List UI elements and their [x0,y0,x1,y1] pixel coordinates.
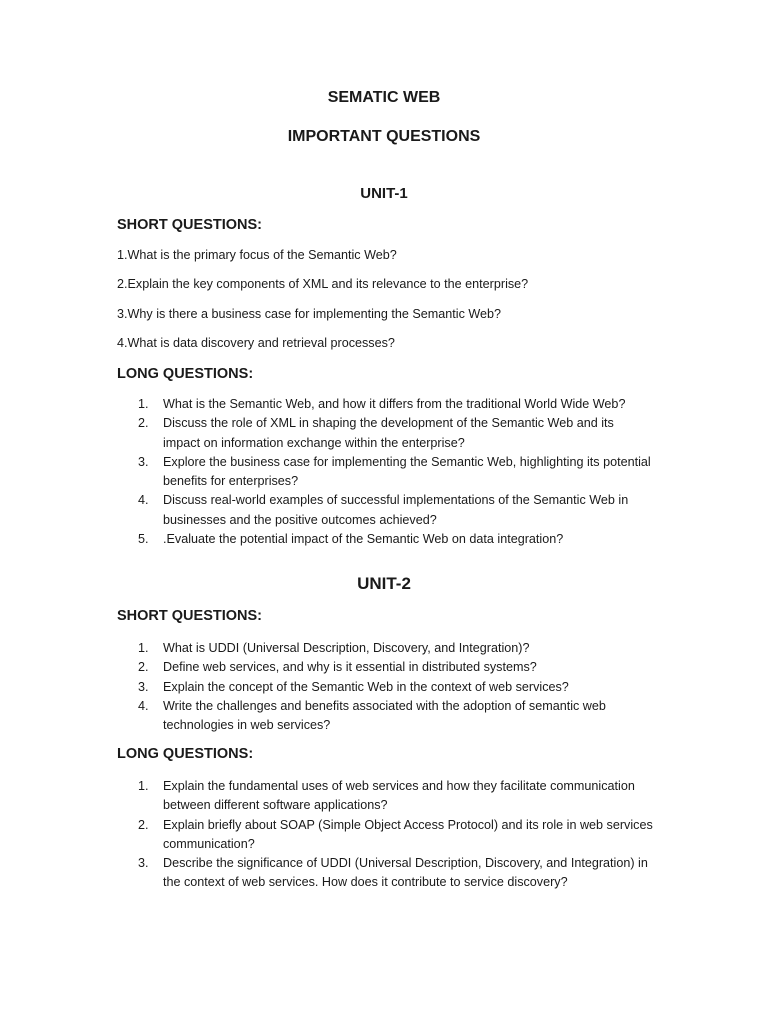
unit-2-long-questions-heading: LONG QUESTIONS: [117,746,254,762]
list-item [0,697,768,736]
list-item [0,678,768,697]
list-item-text: .Evaluate the potential impact of the Semantic Web on data integration? [163,532,564,547]
list-item-number: 1. [138,397,149,411]
list-item-number: 2. [138,660,149,675]
list-item [0,395,768,414]
list-item-text: Define web services, and why is it essential in distributed systems? [163,660,537,675]
list-item [0,854,768,893]
unit-1-long-questions-list [0,395,768,549]
list-item-text: Explain the concept of the Semantic Web in the context of web services? [163,679,569,694]
document-title: SEMATIC WEB [327,89,441,106]
list-item-number: 1. [138,779,149,793]
unit-1-short-question: 1.What is the primary focus of the Semantic Web? [117,248,397,262]
list-item-number: 4. [138,493,149,508]
unit-1-short-question: 2.Explain the key components of XML and its relevance to the enterprise? [117,277,529,291]
list-item-text: Explain the fundamental uses of web services and how they facilitate communication between different software applications? [163,779,635,813]
unit-1-short-questions-heading: SHORT QUESTIONS: [117,217,263,233]
list-item-text: What is UDDI (Universal Description, Discovery, and Integration)? [163,641,530,655]
unit-1-short-question: 3.Why is there a business case for implementing the Semantic Web? [117,307,502,321]
list-item-number: 3. [138,679,149,694]
document-subtitle: IMPORTANT QUESTIONS [287,128,481,145]
list-item [0,453,768,492]
list-item [0,414,768,453]
list-item-text: Discuss real-world examples of successful implementations of the Semantic Web in businesses and the positive outcomes achieved? [163,493,629,527]
list-item-number: 2. [138,817,149,832]
list-item-number: 1. [138,641,149,655]
list-item-number: 3. [138,454,149,469]
list-item-number: 3. [138,856,149,871]
list-item-text: Explain briefly about SOAP (Simple Object Access Protocol) and its role in web services communication? [163,817,653,851]
unit-1-heading: UNIT-1 [360,185,408,202]
list-item-number: 4. [138,698,149,713]
unit-2-short-questions-list [0,639,768,735]
unit-1-long-questions-heading: LONG QUESTIONS: [117,366,254,382]
unit-2-short-questions-heading: SHORT QUESTIONS: [117,608,263,624]
list-item [0,491,768,530]
list-item [0,816,768,855]
list-item-text: Explore the business case for implementing the Semantic Web, highlighting its potential benefits for enterprises? [163,454,651,489]
unit-1-short-question: 4.What is data discovery and retrieval processes? [117,336,395,350]
list-item-text: Discuss the role of XML in shaping the development of the Semantic Web and its impact on information exchange within the enterprise? [163,416,614,450]
list-item-text: Write the challenges and benefits associated with the adoption of semantic web technologies in web services? [163,698,606,733]
list-item [0,639,768,658]
list-item-text: Describe the significance of UDDI (Universal Description, Discovery, and Integration) in the context of web services. How does it contribute to service discovery? [163,856,648,890]
unit-2-long-questions-list [0,777,768,893]
list-item-text: What is the Semantic Web, and how it differs from the traditional World Wide Web? [163,397,626,411]
list-item [0,658,768,677]
list-item-number: 2. [138,416,149,431]
unit-2-heading: UNIT-2 [357,574,411,593]
list-item [0,777,768,816]
list-item [0,530,768,549]
list-item-number: 5. [138,532,149,547]
